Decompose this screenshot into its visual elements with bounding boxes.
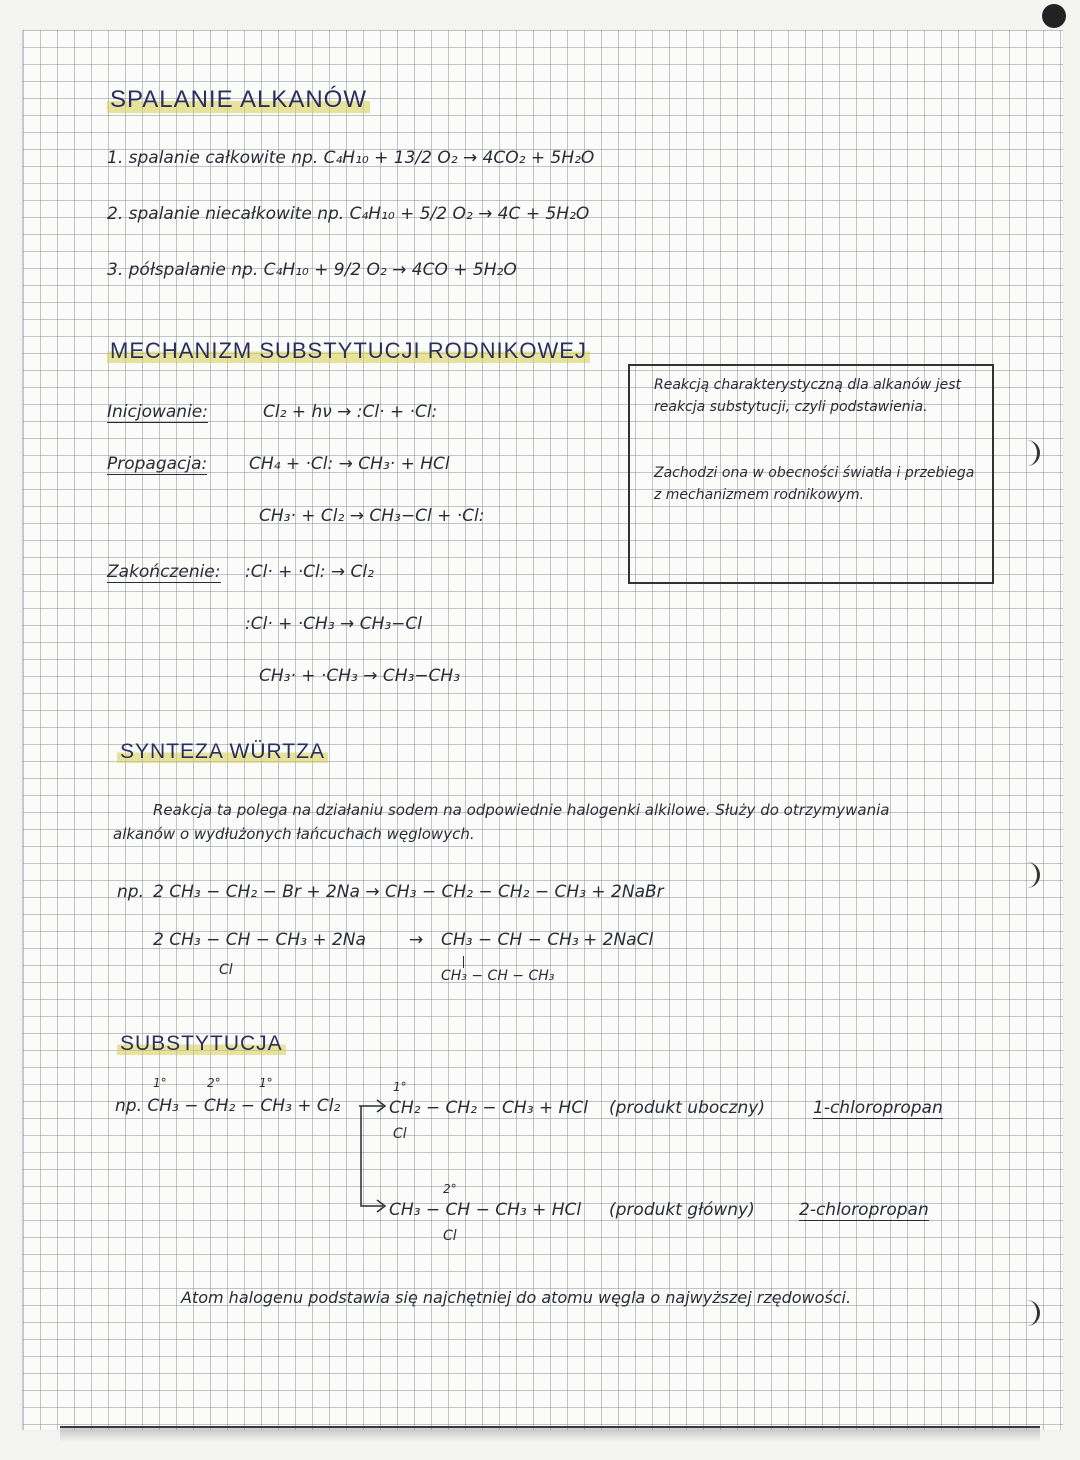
branch-arrows (353, 1094, 393, 1224)
wurtz-bond-line (463, 956, 465, 968)
combustion-line-3: 3. półspalanie np. C₄H₁₀ + 9/2 O₂ → 4CO + 5H₂O (107, 260, 517, 280)
wurtz-example-2-right-top: CH₃ − CH − CH₃ (441, 930, 579, 950)
product-1-degree: 1° (393, 1080, 407, 1094)
product-2-name: 2-chloropropan (799, 1200, 929, 1220)
propagation-label: Propagacja: (107, 454, 208, 474)
mechanism-title (107, 338, 590, 364)
product-1-name: 1-chloropropan (813, 1098, 943, 1118)
product-2-sub: Cl (443, 1228, 457, 1244)
wurtz-example-1-prefix: np. (117, 882, 144, 902)
termination-label: Zakończenie: (107, 562, 221, 582)
wurtz-title-text: SYNTEZA WÜRTZA (117, 740, 328, 763)
graph-paper-sheet (22, 30, 1063, 1430)
wurtz-example-2-product: + 2NaCl (583, 930, 654, 950)
mechanism-title-text: MECHANIZM SUBSTYTUCJI RODNIKOWEJ (107, 338, 590, 363)
product-2: CH₃ − CH − CH₃ + HCl (389, 1200, 582, 1220)
binder-ring-dot (1042, 4, 1066, 28)
propagation-equation-2: CH₃· + Cl₂ → CH₃−Cl + ·Cl: (259, 506, 485, 526)
wurtz-example-2-arrow: → (409, 930, 424, 950)
wurtz-example-2-left-sub: Cl (219, 962, 233, 978)
combustion-title (107, 86, 370, 114)
substitution-reactant: np. CH₃ − CH₂ − CH₃ + Cl₂ (115, 1096, 341, 1116)
substitution-title-text: SUBSTYTUCJA (117, 1032, 286, 1055)
product-1-sub: Cl (393, 1126, 407, 1142)
combustion-title-text: SPALANIE ALKANÓW (107, 86, 370, 113)
substitution-title (117, 1032, 286, 1056)
wurtz-example-1: 2 CH₃ − CH₂ − Br + 2Na → CH₃ − CH₂ − CH₂ − CH₃ + 2NaBr (153, 882, 664, 902)
initiation-label: Inicjowanie: (107, 402, 208, 422)
wurtz-example-2-left: 2 CH₃ − CH − CH₃ + 2Na (153, 930, 366, 950)
wurtz-description: Reakcja ta polega na działaniu sodem na odpowiednie halogenki alkilowe. Służy do otrzymywania alkanów o wydłużonych łańcuchach węglowych. (113, 801, 890, 843)
product-1: CH₂ − CH₂ − CH₃ + HCl (389, 1098, 588, 1118)
page-edge-shadow (60, 1426, 1040, 1442)
propagation-equation-1: CH₄ + ·Cl: → CH₃· + HCl (249, 454, 450, 474)
degree-label-1: 1° (153, 1076, 167, 1090)
note-box (628, 364, 994, 584)
combustion-line-1: 1. spalanie całkowite np. C₄H₁₀ + 13/2 O₂ → 4CO₂ + 5H₂O (107, 148, 595, 168)
note-box-paragraph-2: Zachodzi ona w obecności światła i przebiega z mechanizmem rodnikowym. (654, 465, 975, 503)
initiation-equation: Cl₂ + hν → :Cl· + ·Cl: (263, 402, 438, 422)
termination-equation-1: :Cl· + ·Cl: → Cl₂ (245, 562, 374, 582)
product-1-note: (produkt uboczny) (609, 1098, 765, 1118)
note-box-paragraph-1: Reakcją charakterystyczną dla alkanów jest reakcja substytucji, czyli podstawienia. (654, 377, 961, 415)
termination-equation-3: CH₃· + ·CH₃ → CH₃−CH₃ (259, 666, 461, 686)
product-2-degree: 2° (443, 1182, 457, 1196)
termination-equation-2: :Cl· + ·CH₃ → CH₃−Cl (245, 614, 423, 634)
degree-label-2: 2° (207, 1076, 221, 1090)
substitution-conclusion: Atom halogenu podstawia się najchętniej do atomu węgla o najwyższej rzędowości. (181, 1288, 852, 1307)
wurtz-title (117, 740, 328, 764)
combustion-line-2: 2. spalanie niecałkowite np. C₄H₁₀ + 5/2 O₂ → 4C + 5H₂O (107, 204, 590, 224)
product-2-note: (produkt główny) (609, 1200, 755, 1220)
degree-label-3: 1° (259, 1076, 273, 1090)
wurtz-example-2-right-bottom: CH₃ − CH − CH₃ (441, 968, 555, 984)
